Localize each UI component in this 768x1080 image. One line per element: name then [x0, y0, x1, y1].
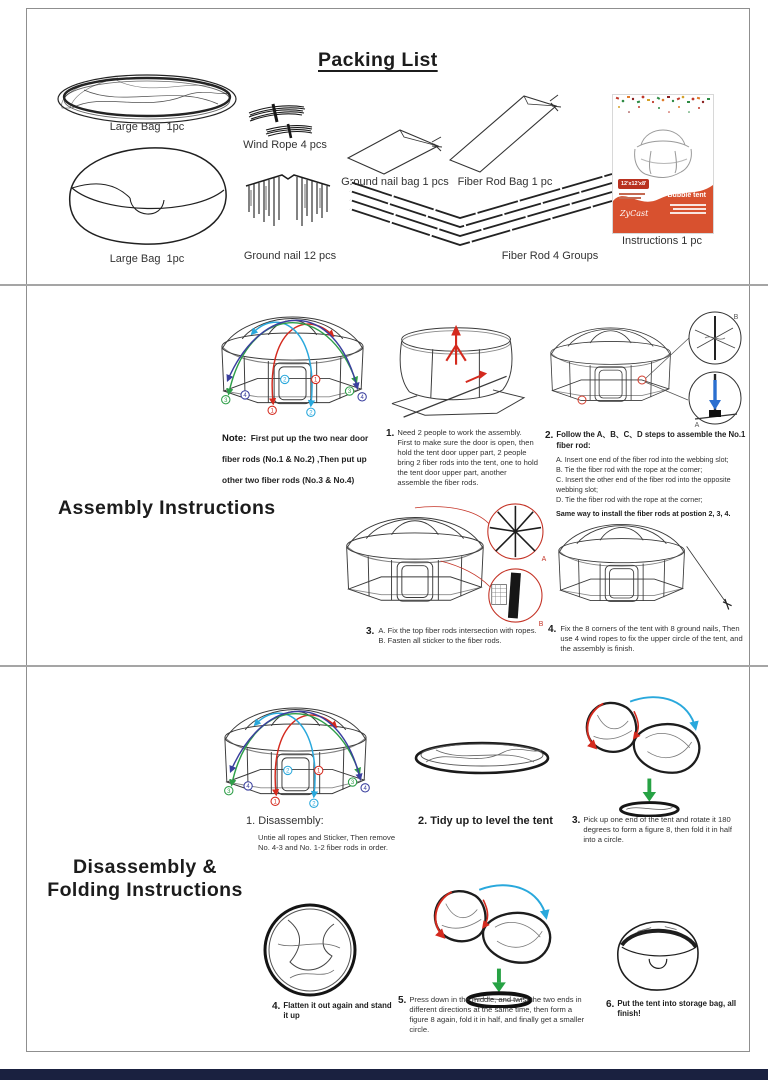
rod-number-4: [244, 782, 252, 790]
booklet-brand-logo: ZyCast: [620, 209, 649, 218]
label-wind-rope: Wind Rope 4 pcs: [243, 139, 327, 151]
svg-text:3: 3: [350, 780, 355, 787]
assembly-note-figure: [215, 303, 370, 421]
large-bag-illustration: [58, 140, 236, 250]
step2-item: C. Insert the other end of the fiber rod into the opposite webbing slot;: [556, 475, 731, 495]
rod-number-3: [225, 787, 233, 795]
rod-number-4: [358, 393, 366, 401]
footer-bar: [0, 1069, 768, 1080]
fiber-rod-bag-illustration: [446, 90, 561, 176]
packing-list-title: Packing List: [318, 49, 438, 71]
svg-text:3: 3: [227, 788, 231, 795]
svg-text:1: 1: [314, 377, 318, 384]
rod-number-2: [307, 408, 315, 416]
disassembly-step1-figure: [218, 694, 373, 812]
note-label: Note:: [222, 433, 247, 444]
svg-text:4: 4: [363, 785, 367, 792]
booklet-size-badge: 12'x12'x8': [618, 179, 649, 189]
svg-text:3: 3: [347, 389, 352, 396]
svg-text:1: 1: [273, 799, 277, 806]
wind-rope-illustration: [246, 100, 316, 140]
svg-text:2: 2: [283, 377, 287, 384]
step2-detail-label-b: B: [733, 314, 739, 321]
step2-footer: Same way to install the fiber rods at postion 2, 3, 4.: [556, 509, 731, 519]
assembly-heading: Assembly Instructions: [58, 497, 276, 519]
disassembly-step6-figure: [608, 910, 706, 994]
note-text: First put up the two near door fiber rods (No.1 & No.2) ,Then put up other two fiber rods (No.3 & No.4): [222, 433, 369, 485]
rod-number-1: [315, 766, 323, 774]
booklet-tent-sketch: [621, 119, 705, 181]
assembly-step3-figure: [338, 498, 550, 628]
label-large-bag-flat: Large Bag 1pc: [109, 121, 185, 133]
label-fiber-rod-bag: Fiber Rod Bag 1 pc: [457, 176, 553, 188]
assembly-step4-figure: [550, 510, 742, 620]
rod-number-1: [271, 797, 279, 805]
disassembly-heading: Disassembly & Folding Instructions: [47, 856, 243, 902]
booklet-text-line: [670, 204, 706, 206]
step2-item: A. Insert one end of the fiber rod into the webbing slot;: [556, 455, 729, 465]
assembly-step1-figure: [390, 320, 526, 422]
label-ground-nail: Ground nail 12 pcs: [243, 250, 337, 262]
rod-number-1: [312, 375, 320, 383]
rod-number-4: [241, 391, 249, 399]
assembly-step4-text: 4. Fix the 8 corners of the tent with 8 ground nails, Then use 4 wind ropes to fix the upper circle of the tent, and the assembly is finish.: [548, 624, 743, 654]
label-instructions: Instructions 1 pc: [621, 235, 703, 247]
label-fiber-rod: Fiber Rod 4 Groups: [501, 250, 599, 262]
label-ground-nail-bag: Ground nail bag 1 pcs: [341, 176, 449, 188]
rod-number-1: [268, 406, 276, 414]
instructions-booklet: [612, 94, 714, 234]
svg-text:2: 2: [286, 768, 290, 775]
assembly-step3-text: 3. A. Fix the top fiber rods intersection with ropes. B. Fasten all sticker to the fiber rods.: [366, 626, 537, 646]
rod-number-4: [361, 784, 369, 792]
svg-text:2: 2: [312, 801, 316, 808]
svg-text:2: 2: [309, 410, 313, 417]
svg-text:1: 1: [270, 408, 274, 415]
step2-item: D. Tie the fiber rod with the rope at the corner;: [556, 495, 703, 505]
booklet-size-subline: [619, 193, 645, 195]
step3-line1: A. Fix the top fiber rods intersection with ropes.: [378, 626, 537, 635]
disassembly-step2-figure: [412, 728, 552, 786]
step2-detail-label-a: A: [694, 422, 700, 428]
disassembly-step2-title: 2. Tidy up to level the tent: [418, 815, 553, 827]
step3-detail-label-b: B: [538, 621, 544, 628]
svg-text:3: 3: [224, 397, 228, 404]
disassembly-step5-figure: [425, 880, 565, 1008]
rod-number-2: [281, 375, 289, 383]
disassembly-step1-title: 1. Disassembly:: [246, 815, 324, 827]
ground-nails-illustration: [242, 168, 334, 242]
disassembly-step3-text: 3. Pick up one end of the tent and rotate it 180 degrees to form a figure 8, then fold it in half into a circle.: [572, 815, 732, 845]
svg-text:4: 4: [360, 394, 364, 401]
disassembly-step1-text: Untie all ropes and Sticker, Then remove No. 4-3 and No. 1-2 fiber rods in order.: [258, 833, 396, 853]
disassembly-step4-text: 4. Flatten it out again and stand it up: [272, 1001, 392, 1021]
booklet-size-subline: [619, 197, 641, 199]
rod-number-3: [348, 778, 356, 786]
disassembly-step5-text: 5. Press down in the middle, and twist the two ends in different directions at the same time, then form a figure 8 again, fold it in half, and finally get a smaller circle.: [398, 995, 585, 1035]
svg-text:4: 4: [243, 393, 247, 400]
assembly-step2-text: 2. Follow the A、B、C、D steps to assemble the No.1 fiber rod: A. Insert one end of the fiber rod into the webbing slot; B. Tie the fiber rod with the rope at the corner; C. Insert the other end of the fiber rod into the opposite webbing slot; D. Tie the fiber rod with the rope at the corner; Same way to install the fiber rods at postion 2, 3, 4.: [545, 430, 746, 519]
disassembly-step4-figure: [260, 898, 360, 1002]
step2-item: B. Tie the fiber rod with the rope at the corner;: [556, 465, 703, 475]
booklet-text-line: [673, 208, 706, 210]
booklet-text-line: [670, 212, 706, 214]
assembly-step2-figure: [545, 310, 745, 428]
section-divider: [0, 284, 768, 286]
booklet-confetti: [613, 95, 713, 117]
booklet-product-name: Bubble tent: [667, 192, 706, 199]
section-divider: [0, 665, 768, 667]
assembly-note: [222, 427, 374, 489]
disassembly-step3-figure: [578, 692, 713, 817]
svg-text:1: 1: [317, 768, 321, 775]
svg-text:4: 4: [246, 784, 250, 791]
rod-number-3: [345, 387, 353, 395]
rod-number-2: [310, 799, 318, 807]
rod-number-2: [284, 766, 292, 774]
rod-number-3: [222, 396, 230, 404]
step3-line2: B. Fasten all sticker to the fiber rods.: [378, 636, 502, 646]
label-large-bag: Large Bag 1pc: [109, 253, 185, 265]
step3-detail-label-a: A: [541, 556, 547, 564]
assembly-step1-text: 1. Need 2 people to work the assembly. First to make sure the door is open, then hold the tent door upper part, 2 people bring 2 fiber rods into the tent, one to hold the tent door upper part, another assemble the fiber rods.: [386, 428, 538, 488]
disassembly-step6-text: 6. Put the tent into storage bag, all finish!: [606, 999, 737, 1019]
